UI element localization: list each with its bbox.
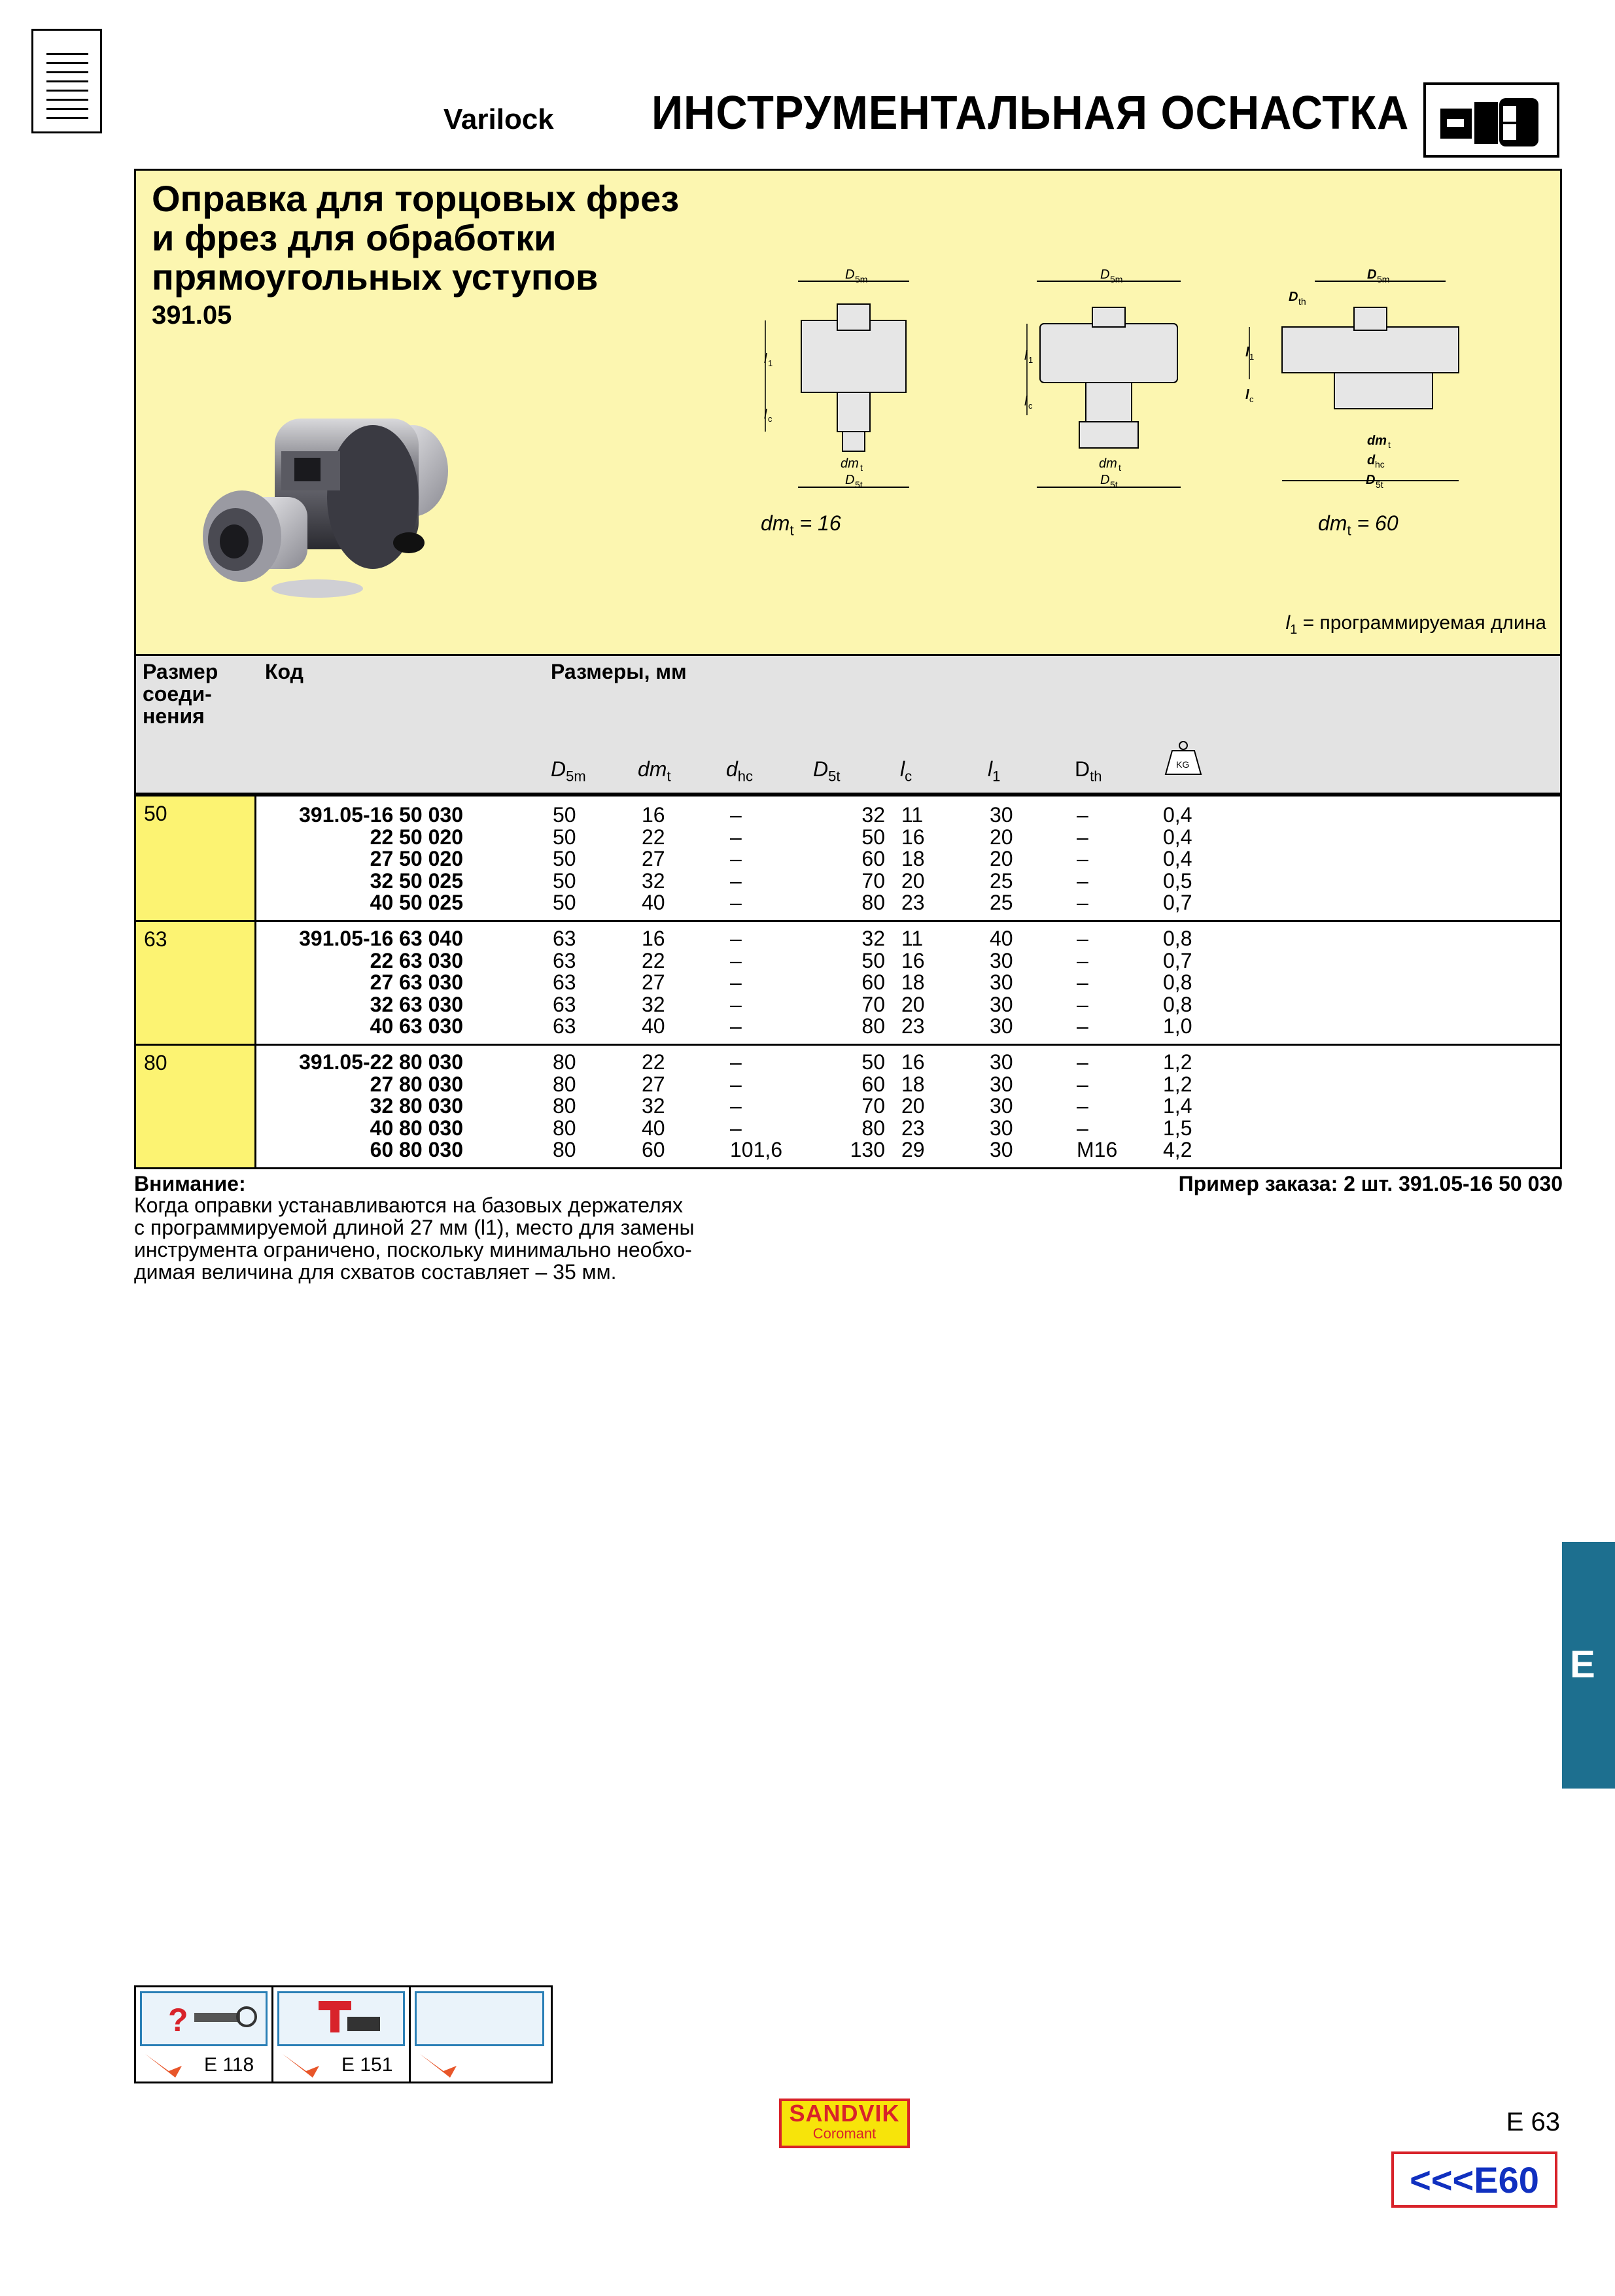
d5m-cell: 80 bbox=[553, 1116, 576, 1140]
svg-text:d: d bbox=[1367, 453, 1376, 468]
d5m-cell: 50 bbox=[553, 825, 576, 849]
svg-text:?: ? bbox=[168, 2002, 188, 2038]
header-dhc: $d_{hc}$ bbox=[726, 757, 754, 785]
ref-label: E 151 bbox=[341, 2054, 393, 2076]
product-photo bbox=[177, 392, 484, 618]
table-row bbox=[136, 803, 1560, 825]
d5m-cell: 63 bbox=[553, 948, 576, 972]
l1-cell: 20 bbox=[990, 825, 1013, 849]
lc-cell: 18 bbox=[901, 847, 925, 870]
attention-text: Когда оправки устанавливаются на базовых держателях с программируемой длиной 27 мм (l1), место для замены инструмента ограничено, поскольку минимально необхо- димая величина для схватов составляет – 35 мм. bbox=[134, 1193, 695, 1284]
cross-references bbox=[134, 1985, 553, 2083]
dhc-cell: – bbox=[730, 803, 742, 827]
dhc-cell: – bbox=[730, 970, 742, 994]
header-size: Размер соеди- нения bbox=[143, 660, 218, 728]
d5m-cell: 63 bbox=[553, 927, 576, 950]
dhc-cell: – bbox=[730, 948, 742, 972]
svg-text:5t: 5t bbox=[855, 479, 863, 490]
connection-size: 80 bbox=[136, 1046, 256, 1167]
svg-text:D: D bbox=[1367, 268, 1377, 282]
dimensions-table bbox=[134, 795, 1562, 1169]
svg-text:5t: 5t bbox=[1376, 479, 1383, 490]
table-row bbox=[136, 1138, 1560, 1160]
table-row bbox=[136, 993, 1560, 1015]
section-title: ИНСТРУМЕНТАЛЬНАЯ ОСНАСТКА bbox=[651, 87, 1410, 139]
lc-cell: 11 bbox=[901, 927, 924, 950]
lc-cell: 16 bbox=[901, 1050, 925, 1074]
dth-cell: – bbox=[1077, 1014, 1088, 1038]
connection-size: 50 bbox=[136, 797, 256, 920]
table-row bbox=[136, 1014, 1560, 1037]
weight-cell: 1,4 bbox=[1163, 1094, 1192, 1118]
ref-empty[interactable] bbox=[411, 1987, 548, 2082]
weight-cell: 1,5 bbox=[1163, 1116, 1192, 1140]
d5m-cell: 50 bbox=[553, 803, 576, 827]
table-row bbox=[136, 869, 1560, 891]
svg-text:l: l bbox=[1245, 388, 1249, 402]
dth-cell: – bbox=[1077, 1094, 1088, 1118]
svg-text:D: D bbox=[1100, 268, 1110, 282]
dimension-drawing-medium bbox=[1020, 268, 1210, 507]
d5m-cell: 80 bbox=[553, 1050, 576, 1074]
product-code: 391.05 bbox=[152, 301, 232, 330]
weight-cell: 0,7 bbox=[1163, 891, 1192, 914]
code-cell: 40 50 025 bbox=[370, 891, 463, 914]
code-cell: 391.05-16 50 030 bbox=[299, 803, 463, 827]
lc-cell: 16 bbox=[901, 948, 925, 972]
d5t-cell: 50 bbox=[861, 948, 885, 972]
caption-dmt-16: $dm_t = 16$ bbox=[761, 511, 841, 539]
svg-text:t: t bbox=[1388, 439, 1391, 450]
dmt-cell: 60 bbox=[642, 1138, 665, 1161]
d5t-cell: 32 bbox=[861, 803, 885, 827]
dmt-cell: 40 bbox=[642, 1116, 665, 1140]
attention-title: Внимание: bbox=[134, 1172, 246, 1195]
table-row bbox=[136, 1116, 1560, 1139]
dmt-cell: 22 bbox=[642, 825, 665, 849]
d5t-cell: 60 bbox=[861, 847, 885, 870]
code-cell: 391.05-16 63 040 bbox=[299, 927, 463, 950]
order-example: Пример заказа: 2 шт. 391.05-16 50 030 bbox=[1178, 1172, 1563, 1195]
lc-cell: 16 bbox=[901, 825, 925, 849]
dhc-cell: 101,6 bbox=[730, 1138, 783, 1161]
weight-cell: 1,0 bbox=[1163, 1014, 1192, 1038]
table-row bbox=[136, 927, 1560, 949]
d5t-cell: 60 bbox=[861, 970, 885, 994]
d5t-cell: 130 bbox=[850, 1138, 885, 1161]
d5t-cell: 50 bbox=[861, 1050, 885, 1074]
svg-text:l: l bbox=[764, 352, 767, 366]
dimension-drawing-small bbox=[752, 268, 948, 507]
tooling-icon bbox=[1423, 82, 1559, 158]
code-cell: 40 80 030 bbox=[370, 1116, 463, 1140]
code-cell: 60 80 030 bbox=[370, 1138, 463, 1161]
lc-cell: 23 bbox=[901, 891, 925, 914]
lc-cell: 29 bbox=[901, 1138, 925, 1161]
d5m-cell: 80 bbox=[553, 1094, 576, 1118]
weight-cell: 0,7 bbox=[1163, 948, 1192, 972]
svg-text:l: l bbox=[1245, 345, 1249, 360]
dmt-cell: 27 bbox=[642, 970, 665, 994]
code-cell: 32 50 025 bbox=[370, 868, 463, 893]
svg-text:D: D bbox=[845, 268, 855, 282]
svg-text:c: c bbox=[1249, 394, 1254, 404]
d5m-cell: 63 bbox=[553, 970, 576, 994]
d5t-cell: 60 bbox=[861, 1072, 885, 1096]
svg-text:t: t bbox=[860, 462, 863, 473]
d5m-cell: 80 bbox=[553, 1138, 576, 1161]
dth-cell: – bbox=[1077, 927, 1088, 950]
svg-text:l: l bbox=[1024, 349, 1028, 363]
l1-cell: 30 bbox=[990, 803, 1013, 827]
svg-text:t: t bbox=[1119, 462, 1121, 473]
weight-cell: 4,2 bbox=[1163, 1138, 1192, 1161]
dth-cell: – bbox=[1077, 970, 1088, 994]
d5m-cell: 63 bbox=[553, 992, 576, 1016]
d5t-cell: 70 bbox=[861, 1094, 885, 1118]
dhc-cell: – bbox=[730, 992, 742, 1016]
weight-cell: 0,8 bbox=[1163, 970, 1192, 994]
dmt-cell: 22 bbox=[642, 1050, 665, 1074]
d5t-cell: 70 bbox=[861, 992, 885, 1016]
weight-cell: 0,4 bbox=[1163, 847, 1192, 870]
svg-text:1: 1 bbox=[1249, 352, 1255, 362]
dth-cell: – bbox=[1077, 891, 1088, 914]
lc-cell: 20 bbox=[901, 1094, 925, 1118]
dth-cell: – bbox=[1077, 825, 1088, 849]
lc-cell: 23 bbox=[901, 1116, 925, 1140]
table-row bbox=[136, 891, 1560, 913]
ref-label: E 118 bbox=[204, 2054, 254, 2076]
svg-text:th: th bbox=[1298, 296, 1306, 307]
svg-text:5m: 5m bbox=[1377, 274, 1390, 284]
svg-text:hc: hc bbox=[1375, 459, 1385, 470]
dhc-cell: – bbox=[730, 1014, 742, 1038]
torque-key-icon bbox=[277, 1991, 405, 2046]
table-row bbox=[136, 1050, 1560, 1072]
header-code: Код bbox=[265, 660, 304, 683]
dhc-cell: – bbox=[730, 1050, 742, 1074]
weight-cell: 1,2 bbox=[1163, 1050, 1192, 1074]
dth-cell: – bbox=[1077, 1072, 1088, 1096]
l1-cell: 25 bbox=[990, 868, 1013, 893]
dmt-cell: 32 bbox=[642, 1094, 665, 1118]
dth-cell: – bbox=[1077, 992, 1088, 1016]
dth-cell: – bbox=[1077, 847, 1088, 870]
wrench-gauge-icon bbox=[140, 1991, 268, 2046]
weight-cell: 0,8 bbox=[1163, 992, 1192, 1016]
svg-text:dm: dm bbox=[1099, 456, 1117, 471]
lc-cell: 18 bbox=[901, 970, 925, 994]
weight-kg-icon bbox=[1163, 740, 1204, 780]
lc-cell: 18 bbox=[901, 1072, 925, 1096]
dmt-cell: 27 bbox=[642, 847, 665, 870]
weight-cell: 0,5 bbox=[1163, 868, 1192, 893]
table-row bbox=[136, 825, 1560, 848]
page-number: E 63 bbox=[1506, 2108, 1560, 2136]
svg-text:1: 1 bbox=[1028, 355, 1033, 365]
code-cell: 22 63 030 bbox=[370, 948, 463, 972]
dth-cell: – bbox=[1077, 803, 1088, 827]
svg-text:D: D bbox=[1100, 473, 1110, 487]
weight-cell: 0,4 bbox=[1163, 803, 1192, 827]
dhc-cell: – bbox=[730, 825, 742, 849]
dhc-cell: – bbox=[730, 891, 742, 914]
dmt-cell: 27 bbox=[642, 1072, 665, 1096]
dhc-cell: – bbox=[730, 1072, 742, 1096]
weight-cell: 0,4 bbox=[1163, 825, 1192, 849]
product-title: Оправка для торцовых фрез и фрез для обработки прямоугольных уступов bbox=[152, 178, 680, 298]
connection-size: 63 bbox=[136, 922, 256, 1044]
section-tab-letter: E bbox=[1570, 1643, 1595, 1686]
dhc-cell: – bbox=[730, 927, 742, 950]
l1-cell: 30 bbox=[990, 992, 1013, 1016]
l1-note: $l_1$ = программируемая длина bbox=[1285, 612, 1546, 637]
dimension-drawing-large bbox=[1236, 268, 1485, 507]
d5m-cell: 63 bbox=[553, 1014, 576, 1038]
d5t-cell: 80 bbox=[861, 1116, 885, 1140]
header-d5t: $D_{5t}$ bbox=[813, 757, 841, 785]
svg-text:5m: 5m bbox=[855, 274, 868, 284]
dhc-cell: – bbox=[730, 1116, 742, 1140]
l1-cell: 30 bbox=[990, 1094, 1013, 1118]
d5t-cell: 80 bbox=[861, 1014, 885, 1038]
code-cell: 27 50 020 bbox=[370, 847, 463, 870]
table-row bbox=[136, 847, 1560, 869]
sandvik-logo: SANDVIK Coromant bbox=[779, 2099, 910, 2148]
svg-text:dm: dm bbox=[841, 456, 859, 471]
l1-cell: 30 bbox=[990, 1138, 1013, 1161]
weight-cell: 0,8 bbox=[1163, 927, 1192, 950]
code-cell: 27 63 030 bbox=[370, 970, 463, 994]
code-cell: 27 80 030 bbox=[370, 1072, 463, 1096]
svg-text:5m: 5m bbox=[1110, 274, 1123, 284]
document-icon bbox=[31, 29, 102, 133]
code-cell: 32 80 030 bbox=[370, 1094, 463, 1118]
svg-text:D: D bbox=[1289, 290, 1298, 304]
dmt-cell: 16 bbox=[642, 927, 665, 950]
dth-cell: – bbox=[1077, 1050, 1088, 1074]
header-d5m: $D_{5m}$ bbox=[551, 757, 586, 785]
d5m-cell: 80 bbox=[553, 1072, 576, 1096]
caption-dmt-60: $dm_t = 60$ bbox=[1318, 511, 1398, 539]
l1-cell: 30 bbox=[990, 948, 1013, 972]
code-cell: 391.05-22 80 030 bbox=[299, 1050, 463, 1074]
dth-cell: – bbox=[1077, 948, 1088, 972]
back-link[interactable]: <<<E60 bbox=[1391, 2151, 1557, 2208]
header-dth: $D_{th}$ bbox=[1075, 757, 1102, 785]
ref-e151[interactable] bbox=[273, 1987, 411, 2082]
l1-cell: 40 bbox=[990, 927, 1013, 950]
lc-cell: 20 bbox=[901, 868, 925, 893]
dmt-cell: 22 bbox=[642, 948, 665, 972]
arrow-icon bbox=[415, 1991, 544, 2046]
l1-cell: 30 bbox=[990, 1116, 1013, 1140]
l1-cell: 30 bbox=[990, 1050, 1013, 1074]
dmt-cell: 40 bbox=[642, 891, 665, 914]
d5m-cell: 50 bbox=[553, 891, 576, 914]
lc-cell: 23 bbox=[901, 1014, 925, 1038]
dmt-cell: 32 bbox=[642, 868, 665, 893]
dmt-cell: 40 bbox=[642, 1014, 665, 1038]
svg-text:c: c bbox=[768, 414, 773, 424]
header-dims: Размеры, мм bbox=[551, 660, 687, 683]
dth-cell: – bbox=[1077, 1116, 1088, 1140]
brand-label: Varilock bbox=[443, 103, 554, 135]
weight-cell: 1,2 bbox=[1163, 1072, 1192, 1096]
code-cell: 32 63 030 bbox=[370, 992, 463, 1016]
dhc-cell: – bbox=[730, 847, 742, 870]
l1-cell: 25 bbox=[990, 891, 1013, 914]
svg-text:c: c bbox=[1028, 401, 1033, 411]
table-row bbox=[136, 1094, 1560, 1116]
dth-cell: M16 bbox=[1077, 1138, 1118, 1161]
dmt-cell: 16 bbox=[642, 803, 665, 827]
l1-cell: 20 bbox=[990, 847, 1013, 870]
d5t-cell: 32 bbox=[861, 927, 885, 950]
lc-cell: 11 bbox=[901, 803, 924, 827]
l1-cell: 30 bbox=[990, 970, 1013, 994]
d5t-cell: 70 bbox=[861, 868, 885, 893]
d5m-cell: 50 bbox=[553, 868, 576, 893]
svg-text:1: 1 bbox=[768, 358, 773, 368]
header-dmt: $dm_t$ bbox=[638, 757, 671, 785]
svg-text:dm: dm bbox=[1367, 434, 1387, 448]
svg-text:5t: 5t bbox=[1110, 479, 1118, 490]
dmt-cell: 32 bbox=[642, 992, 665, 1016]
svg-text:D: D bbox=[845, 473, 855, 487]
dth-cell: – bbox=[1077, 868, 1088, 893]
svg-text:D: D bbox=[1366, 473, 1376, 487]
table-row bbox=[136, 949, 1560, 971]
dhc-cell: – bbox=[730, 868, 742, 893]
table-row bbox=[136, 970, 1560, 993]
header-l1: $l_1$ bbox=[988, 757, 1001, 785]
d5t-cell: 50 bbox=[861, 825, 885, 849]
header-lc: $l_c$ bbox=[900, 757, 912, 785]
svg-text:KG: KG bbox=[1176, 759, 1190, 770]
table-row bbox=[136, 1072, 1560, 1095]
svg-text:l: l bbox=[1024, 394, 1028, 409]
svg-text:l: l bbox=[764, 407, 767, 422]
l1-cell: 30 bbox=[990, 1014, 1013, 1038]
d5t-cell: 80 bbox=[861, 891, 885, 914]
l1-cell: 30 bbox=[990, 1072, 1013, 1096]
lc-cell: 20 bbox=[901, 992, 925, 1016]
code-cell: 22 50 020 bbox=[370, 825, 463, 849]
code-cell: 40 63 030 bbox=[370, 1014, 463, 1038]
table-header bbox=[134, 656, 1562, 795]
dhc-cell: – bbox=[730, 1094, 742, 1118]
d5m-cell: 50 bbox=[553, 847, 576, 870]
ref-e118[interactable] bbox=[136, 1987, 273, 2082]
